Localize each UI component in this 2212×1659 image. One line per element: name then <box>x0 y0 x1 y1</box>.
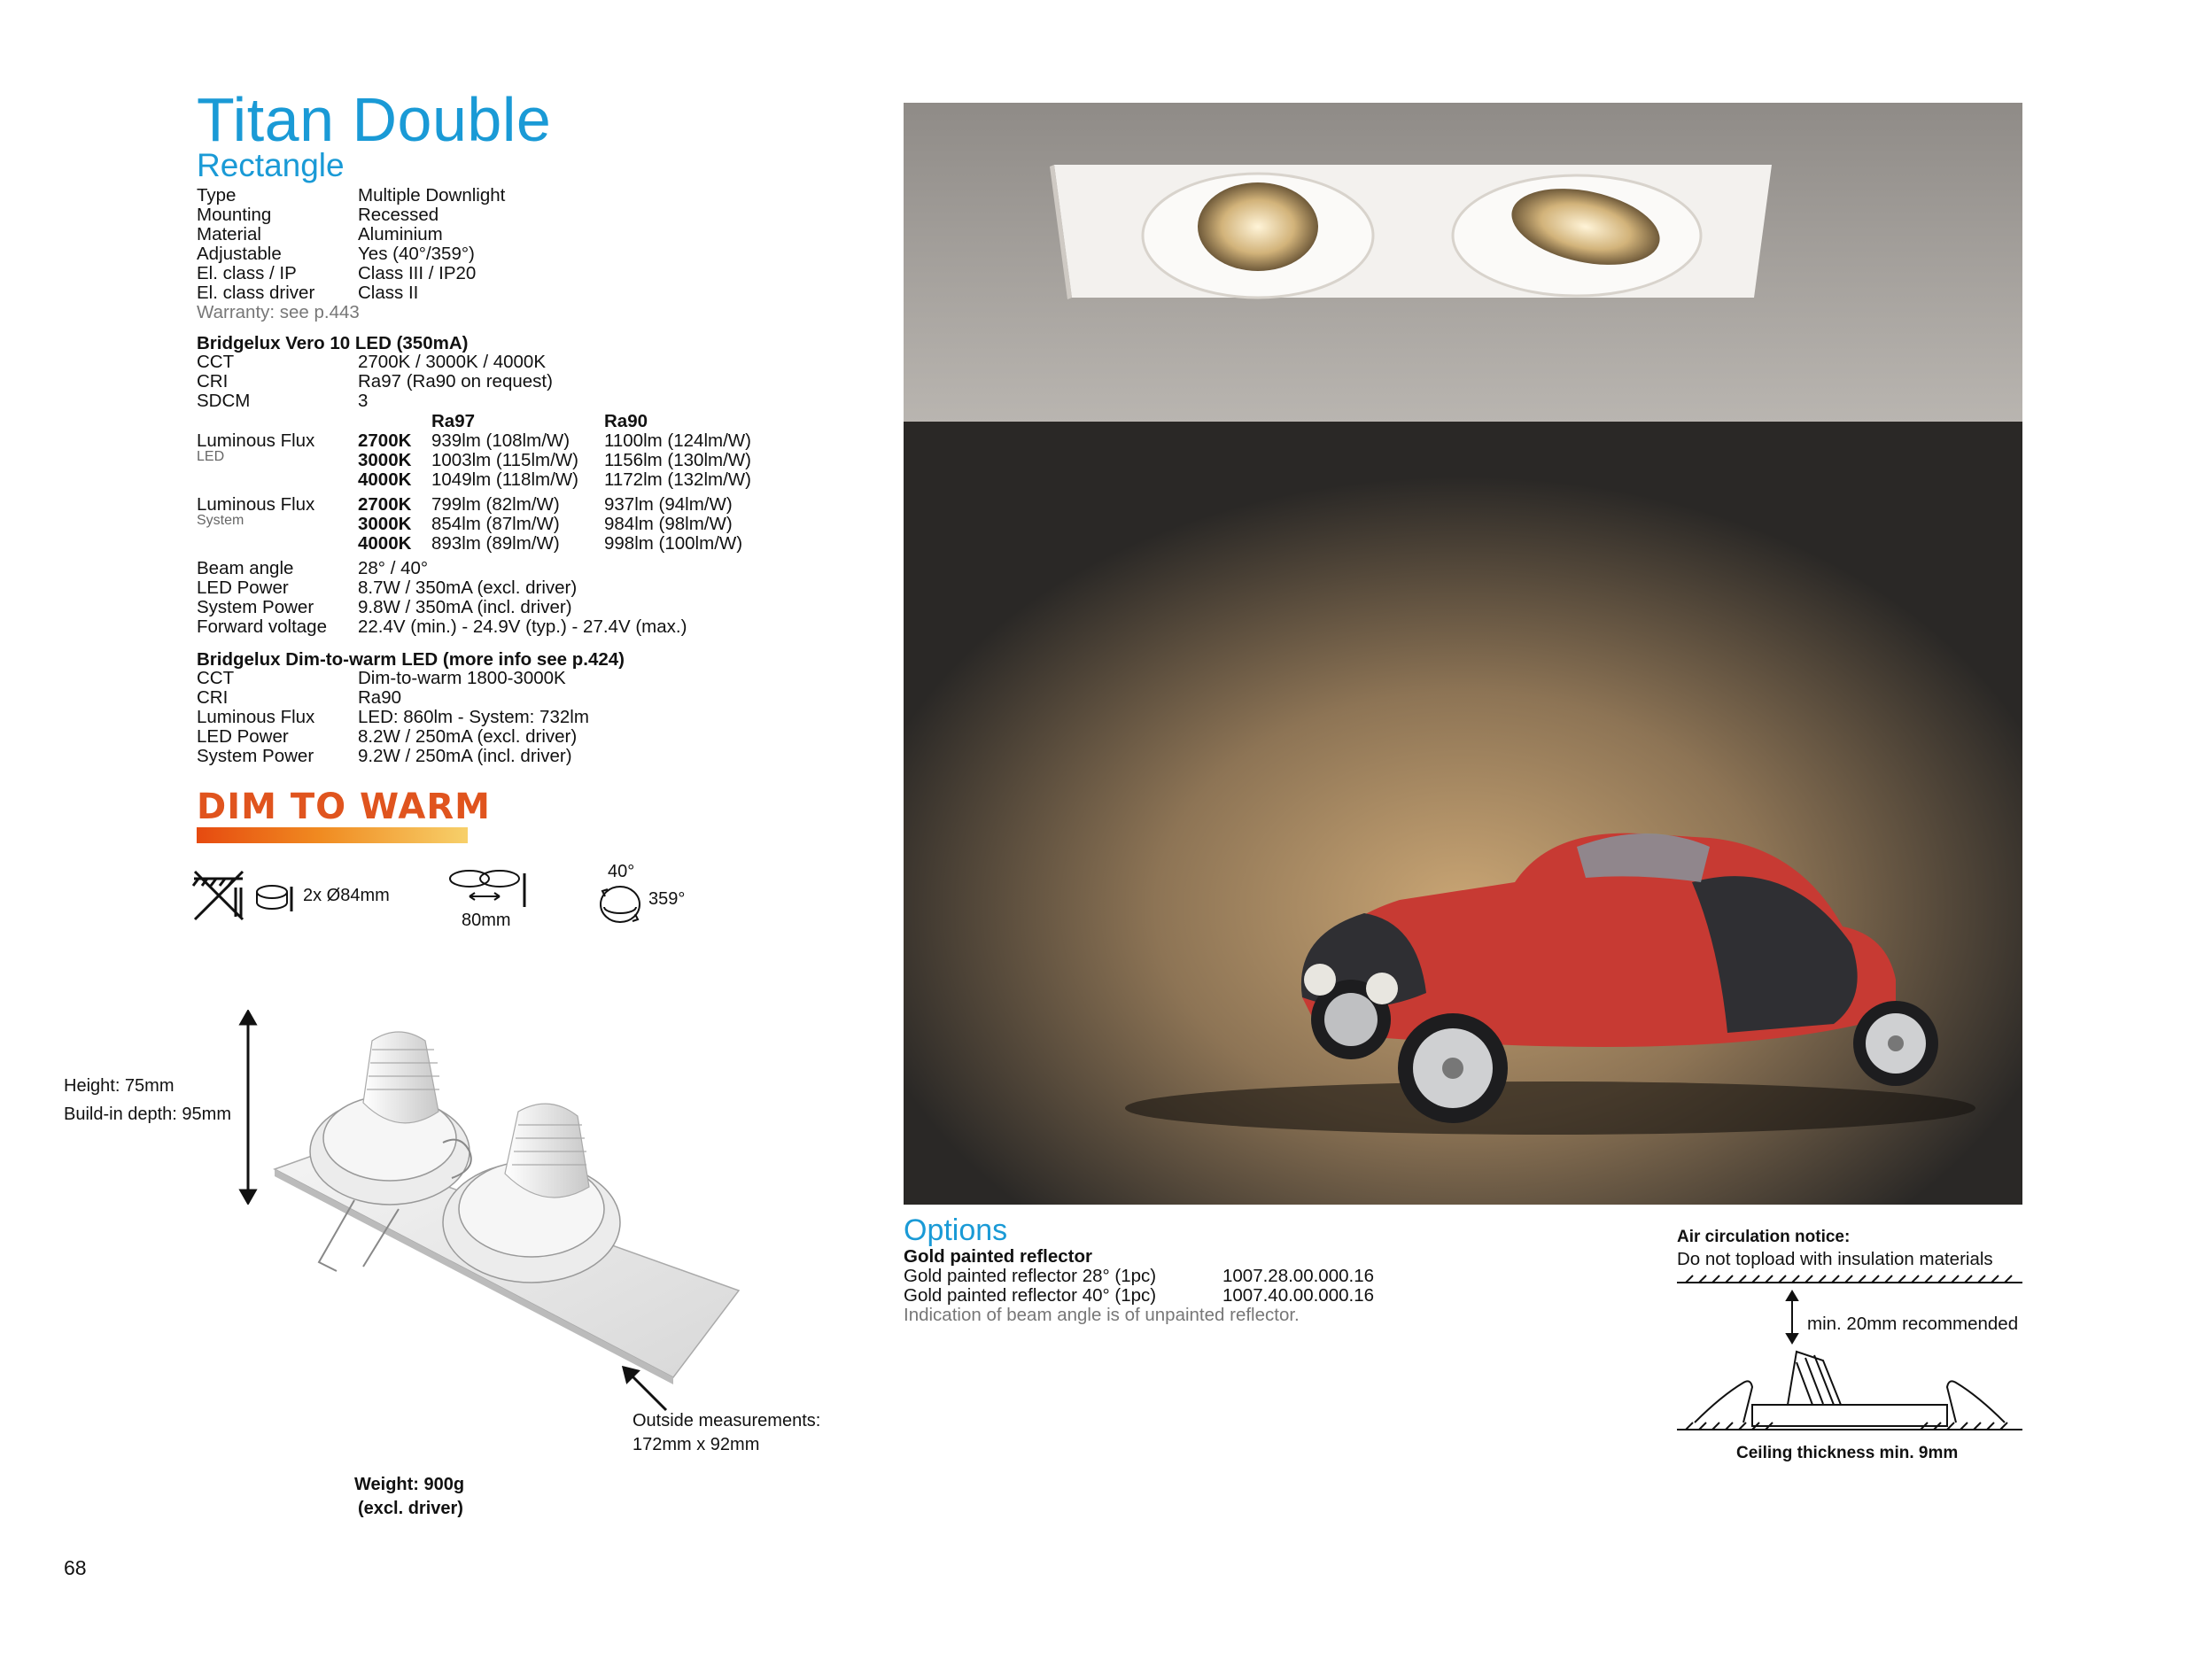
col-ra90: Ra90 <box>604 411 648 431</box>
product-photo <box>904 103 2022 1205</box>
outside-measure-1: Outside measurements: <box>633 1411 821 1430</box>
options-note: Indication of beam angle is of unpainted reflector. <box>904 1305 1300 1325</box>
flux-value: 939lm (108lm/W) <box>431 430 570 451</box>
flux-sys-label: Luminous Flux <box>197 494 315 515</box>
flux-sys-sub: System <box>197 513 244 528</box>
flux-value: 1156lm (130lm/W) <box>604 450 751 470</box>
vero-heading: Bridgelux Vero 10 LED (350mA) <box>197 333 469 353</box>
flux-value: 1049lm (118lm/W) <box>431 469 578 490</box>
spacing-icon <box>445 868 532 912</box>
flux-led-label: Luminous Flux <box>197 430 315 451</box>
air-heading: Air circulation notice: <box>1677 1228 1851 1246</box>
weight-line-1: Weight: 900g <box>354 1475 465 1494</box>
col-ra97: Ra97 <box>431 411 476 431</box>
cct-label: 3000K <box>358 514 412 534</box>
cct-label: 3000K <box>358 450 412 470</box>
flux-value: 1100lm (124lm/W) <box>604 430 751 451</box>
weight-line-2: (excl. driver) <box>358 1499 463 1518</box>
rotation-label: 359° <box>648 889 686 909</box>
option-item-label: Gold painted reflector 28° (1pc) <box>904 1266 1157 1286</box>
flux-value: 893lm (89lm/W) <box>431 533 560 554</box>
flux-value: 1172lm (132lm/W) <box>604 469 751 490</box>
cct-label: 2700K <box>358 430 412 451</box>
flux-value: 984lm (98lm/W) <box>604 514 733 534</box>
warranty-note: Warranty: see p.443 <box>197 302 360 322</box>
spacing-label: 80mm <box>462 911 511 930</box>
cct-label: 4000K <box>358 469 412 490</box>
cct-label: 2700K <box>358 494 412 515</box>
flux-value: 937lm (94lm/W) <box>604 494 733 515</box>
height-arrow-icon <box>232 1010 268 1205</box>
tilt-label: 40° <box>608 862 635 881</box>
option-item-code: 1007.40.00.000.16 <box>1222 1285 1374 1306</box>
flux-led-sub: LED <box>197 449 225 464</box>
cutout-icon <box>254 881 297 915</box>
height-label: Height: 75mm <box>64 1076 175 1096</box>
pointer-arrow-icon <box>620 1364 673 1417</box>
depth-label: Build-in depth: 95mm <box>64 1105 231 1124</box>
fixture-drawing <box>266 1005 762 1395</box>
dim-to-warm-gradient <box>197 827 468 843</box>
product-title: Titan Double <box>197 85 552 154</box>
air-text: Do not topload with insulation materials <box>1677 1249 1993 1269</box>
flux-value: 799lm (82lm/W) <box>431 494 560 515</box>
options-title: Options <box>904 1213 1008 1247</box>
ceiling-thickness-label: Ceiling thickness min. 9mm <box>1736 1444 1959 1462</box>
dtw-heading: Bridgelux Dim-to-warm LED (more info see p.424) <box>197 649 625 670</box>
flux-value: 854lm (87lm/W) <box>431 514 560 534</box>
page-number: 68 <box>64 1556 87 1579</box>
options-heading: Gold painted reflector <box>904 1246 1092 1267</box>
cct-label: 4000K <box>358 533 412 554</box>
option-item-code: 1007.28.00.000.16 <box>1222 1266 1374 1286</box>
product-subtitle: Rectangle <box>197 147 345 183</box>
no-insulation-icon <box>190 868 252 921</box>
flux-value: 1003lm (115lm/W) <box>431 450 578 470</box>
air-gap-label: min. 20mm recommended <box>1807 1314 2019 1334</box>
flux-value: 998lm (100lm/W) <box>604 533 743 554</box>
option-item-label: Gold painted reflector 40° (1pc) <box>904 1285 1157 1306</box>
outside-measure-2: 172mm x 92mm <box>633 1435 760 1454</box>
air-gap-diagram <box>1677 1274 2022 1433</box>
rotation-icon <box>592 882 648 926</box>
cutout-label: 2x Ø84mm <box>303 886 390 905</box>
dim-to-warm-badge: DIM TO WARM <box>197 787 491 827</box>
